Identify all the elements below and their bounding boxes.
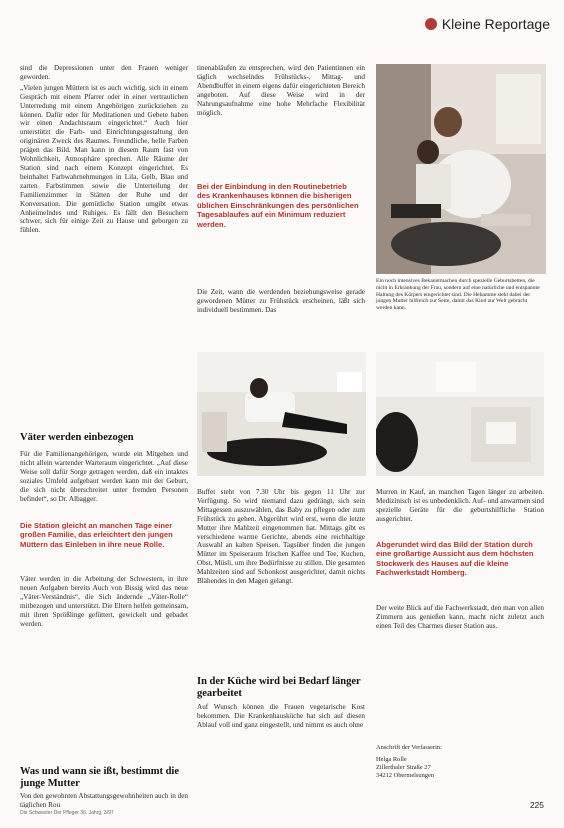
paragraph: Für die Familienangehörigen, wurde ein Mitgehen und nicht allein wartender Warteraum eingerichtet. „Auf diese Weise soll dafür Sorge getragen werden, daß ein intaktes soziales Umfeld aufgebaut werden kann mit der Geburt, die sich nicht überschreitet unter fremden Personen befindet“, so Dr. Albagger. — [20, 450, 188, 503]
author-address — [376, 744, 544, 780]
pull-quote: Bei der Einbindung in den Routinebetrieb des Krankenhauses können die bisherigen üblichen Einschränkungen des persönlichen Tagesablaufes auf ein Minimum reduziert werden. — [197, 182, 359, 229]
page-number: 225 — [529, 800, 544, 810]
lounge-photo-right — [376, 352, 544, 476]
journal-footer: Die Schwester Der Pfleger 36. Jahrg. 3/97 — [20, 810, 114, 816]
lounge-photo-left — [197, 352, 366, 476]
delivery-photo-illustration — [376, 64, 546, 274]
delivery-photo — [376, 64, 546, 274]
lounge-photo-right-illustration — [376, 352, 544, 476]
column-2-low — [197, 488, 365, 666]
subheading: In der Küche wird bei Bedarf länger gearbeitet — [197, 676, 361, 699]
paragraph: tinenabläufen zu entsprechen, wird den Patientinnen ein täglich wechselndes Frühstücks-, Mittag- und Abendbuffet in einem eigens dafür eingerichteten Bereich angeboten. Auf diese Weise wird in der Nahrungsaufnahme eine hohe Mehrfache Flexibilität möglich. — [197, 64, 365, 117]
column-1-mid — [20, 450, 188, 514]
column-1-end — [20, 792, 188, 808]
author-label: Anschrift der Verfasserin: — [376, 744, 442, 751]
paragraph: sind die Depressionen unter den Frauen weniger geworden. — [20, 64, 188, 81]
paragraph: Auf Wunsch können die Frauen vegetarische Kost bekommen. Die Krankenhausküche hat sich auf diesen Ablauf voll und ganz eingestellt, und nimmt es auch ohne — [197, 703, 365, 729]
pull-quote: Die Station gleicht an manchen Tage einer großen Familie, das erleichtert den jungen Müttern das Einleben in ihre neue Rolle. — [20, 521, 173, 549]
paragraph: Murren in Kauf, an manchen Tagen länger zu arbeiten. Medizinisch ist es unbedenklich. Auf- und anwarmen sind spezielle Geräte für die geburtshilfliche Station ausgerichtet. — [376, 488, 544, 523]
subheading: Was und wann sie ißt, bestimmt die junge Mutter — [20, 766, 179, 789]
paragraph: Buffet steht von 7.30 Uhr bis gegen 11 Uhr zur Verfügung. So wird niemand dazu gedrängt, sich sein Mittagessen auszuwählen, das Baby zu pflegen oder zum Frühstück zu gehen. Abgerührt wird erst, wenn die letzte Mutter ihre Mahlzeit eingenommen hat. Mittags gibt es verschiedene warme Gerichte, abends eine reichhaltige Auswahl an kalten Speisen. Tagsüber finden die jungen Mütter im Speiseraum frischen Kaffee und Tee, Kuchen, Obst, Müsli, um ihre Bedürfnisse zu stillen. Die gesamten Mahlzeiten sind auf Schonkost ausgerichtet, damit nichts Blähendes in den Magen gelangt. — [197, 488, 365, 586]
section-header — [425, 16, 550, 32]
paragraph: „Vielen jungen Müttern ist es auch wichtig, sich in einem Gespräch mit einem Pfarrer oder in einer vertraulichen Unterredung mit einem Angehörigen zurückziehen zu können. Dafür oder für Meditationen und Gebete haben wir einen Andachtsraum eingerichtet.“ Auch hier unterstützt die Farb- und Einrichtungsgestaltung den originären Zweck des Raumes. Freundliche, helle Farben prägen das Bild. Man kann in diesem Raum fast von Wohnlichkeit, Atmosphäre sprechen. Alle Räume der Station sind nach einem Konzept eingerichtet. Es beinhaltet Farbwahrnehmungen in Lila, Gelb, Blau und zarten Farbstimmen sowie die Unterteilung der Familienzimmer in Stätten der Ruhe und der Konversation. Die gemütliche Station umgibt etwas Anheimelndes und Ruhiges. Es fällt den Besuchern schwer, sich für einige Zeit zu Hause und geborgen zu fühlen. — [20, 83, 188, 235]
subheading: Väter werden einbezogen — [20, 432, 134, 443]
paragraph: Die Zeit, wann die werdenden beziehungsweise gerade gewordenen Mütter zu Frühstück erscheinen, läßt sich individuell bestimmen. Das — [197, 288, 365, 314]
column-2-end — [197, 703, 365, 807]
column-2-mid — [197, 288, 365, 340]
column-1-low — [20, 575, 188, 691]
paragraph: Väter werden in die Arbeitung der Schwestern, in ihre neuen Aufgaben bereits Auch von Bissig wird das neue „Väter-Verständnis“, die Sich ändernde „Väter-Rolle“ mitbezogen und unterstützt. Die Eltern helfen gemeinsam, mit ihren Sprößlinge gefüttert, gewickelt und gebadet werden. — [20, 575, 188, 628]
column-3-top — [376, 488, 544, 532]
author-street: Zillerthaler Straße 27 — [376, 764, 431, 771]
column-1-top — [20, 64, 188, 422]
author-city: 34212 Obermelsungen — [376, 772, 435, 779]
photo-caption: Ein noch intensives Bekanntmachen durch spezielle Geburtsbetten, die nicht in Erkrankung der Frau, sondern auf eine natürliche und entspannte Haltung des Körpers eingerichtet sind. Die Hebamme steht dabei der jungen Mutter hilfreich zur Seite, damit das Kind zur Welt gebracht werden kann. — [376, 278, 540, 312]
section-marker-icon — [425, 18, 437, 30]
paragraph: Der weite Blick auf die Fachwerkstadt, den man von allen Zimmern aus genießen kann, macht nicht zuletzt auch einen Teil des Charmes dieser Station aus. — [376, 604, 544, 630]
pull-quote: Abgerundet wird das Bild der Station durch eine großartige Aussicht aus dem höchsten Stockwerk des Hauses auf die kleine Fachwerkstadt Homberg. — [376, 540, 534, 578]
column-2-top — [197, 64, 365, 170]
column-3-mid — [376, 604, 544, 648]
lounge-photo-left-illustration — [197, 352, 366, 476]
section-title: Kleine Reportage — [441, 16, 550, 32]
paragraph: Von den gewohnten Abstattungsgewohnheiten auch in den täglichen Rou — [20, 792, 188, 808]
author-name: Helga Rolle — [376, 756, 407, 763]
